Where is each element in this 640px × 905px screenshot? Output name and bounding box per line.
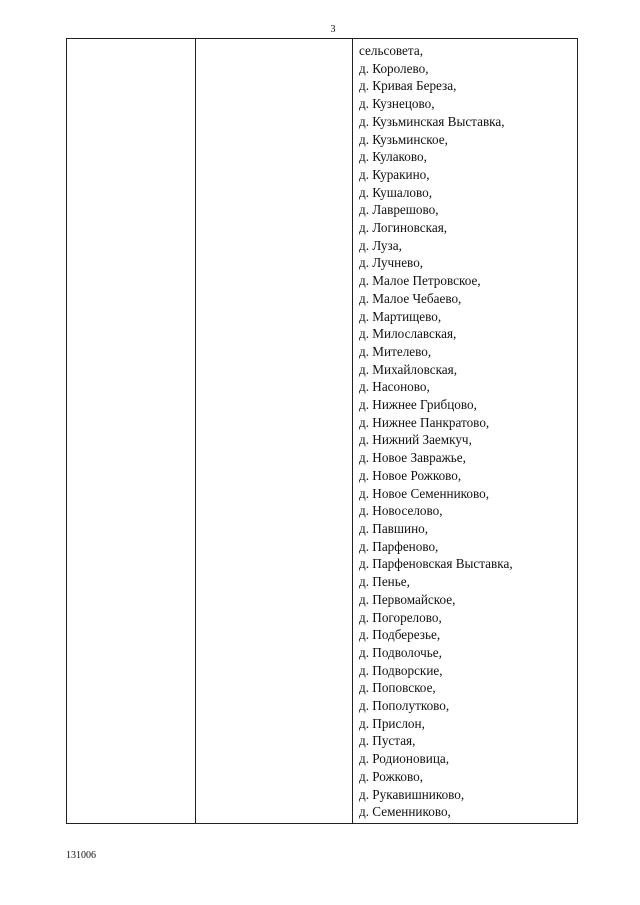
- list-item: д. Новое Завражье,: [359, 450, 466, 466]
- list-item: д. Нижнее Грибцово,: [359, 397, 477, 413]
- list-item: д. Логиновская,: [359, 220, 448, 236]
- column-divider-2: [352, 39, 353, 823]
- list-item: д. Нижнее Панкратово,: [359, 414, 490, 430]
- list-item: д. Новое Рожково,: [359, 467, 462, 483]
- list-item: д. Пополутково,: [359, 698, 450, 714]
- list-item: д. Куракино,: [359, 166, 430, 182]
- settlement-list: [359, 42, 573, 821]
- list-item: д. Рожково,: [359, 768, 424, 784]
- list-item: д. Королево,: [359, 60, 429, 76]
- list-item: д. Новоселово,: [359, 503, 443, 519]
- list-item: д. Прислон,: [359, 715, 425, 731]
- list-item: д. Малое Петровское,: [359, 273, 481, 289]
- list-item: д. Новое Семенниково,: [359, 485, 490, 501]
- list-item: д. Павшино,: [359, 520, 429, 536]
- list-item: д. Парфеновская Выставка,: [359, 556, 513, 572]
- document-table: [66, 38, 578, 824]
- list-item: д. Подберезье,: [359, 627, 441, 643]
- list-item: д. Лаврешово,: [359, 202, 439, 218]
- list-item: д. Нижний Заемкуч,: [359, 432, 472, 448]
- list-item: д. Мителево,: [359, 343, 432, 359]
- list-item: д. Родионовица,: [359, 751, 450, 767]
- list-item: д. Милославская,: [359, 326, 457, 342]
- list-item: д. Кривая Береза,: [359, 78, 457, 94]
- list-item: д. Кушалово,: [359, 184, 433, 200]
- list-item: д. Лучнево,: [359, 255, 424, 271]
- list-item: д. Подворские,: [359, 662, 443, 678]
- list-item: д. Погорелово,: [359, 609, 442, 625]
- list-item: д. Пустая,: [359, 733, 416, 749]
- list-item: д. Первомайское,: [359, 591, 456, 607]
- list-item: д. Малое Чебаево,: [359, 290, 462, 306]
- list-item: д. Кузьминская Выставка,: [359, 113, 505, 129]
- list-item: д. Парфеново,: [359, 538, 439, 554]
- list-item: д. Пенье,: [359, 574, 410, 590]
- list-item: д. Поповское,: [359, 680, 436, 696]
- list-item: д. Кузьминское,: [359, 131, 448, 147]
- list-item: д. Подволочье,: [359, 644, 442, 660]
- list-item: д. Насоново,: [359, 379, 430, 395]
- page-number: 3: [330, 24, 336, 35]
- list-item: д. Кузнецово,: [359, 96, 435, 112]
- list-item: д. Луза,: [359, 237, 402, 253]
- list-item: д. Семенниково,: [359, 804, 451, 820]
- list-item: д. Мартищево,: [359, 308, 442, 324]
- document-code: 131006: [66, 850, 96, 861]
- list-item: д. Кулаково,: [359, 149, 427, 165]
- list-item: д. Михайловская,: [359, 361, 458, 377]
- list-item: д. Рукавишниково,: [359, 786, 465, 802]
- column-divider-1: [195, 39, 196, 823]
- list-item: сельсовета,: [359, 43, 423, 58]
